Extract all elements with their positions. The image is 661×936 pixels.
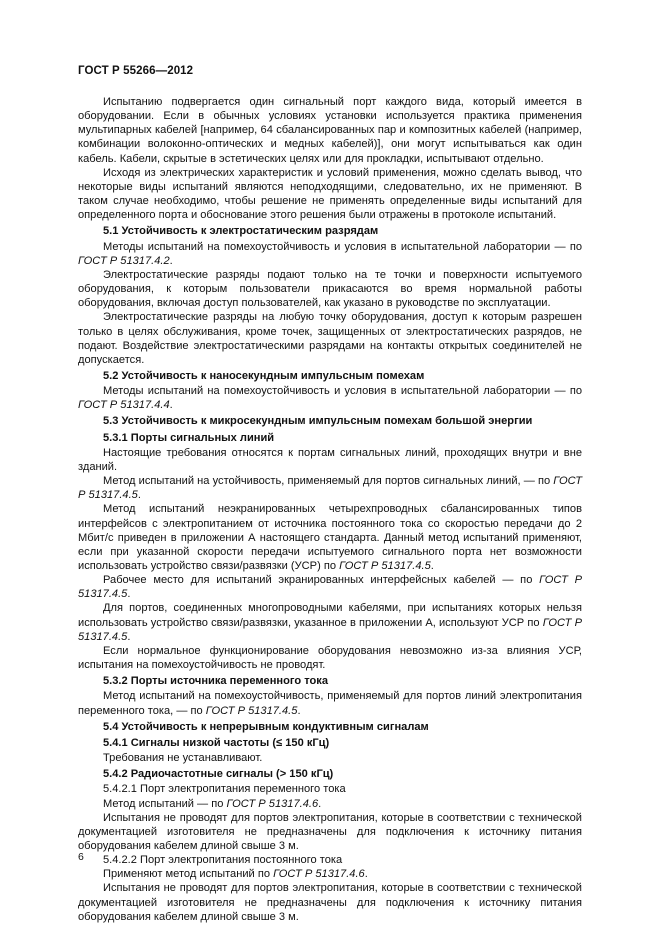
page-number: 6 (78, 851, 84, 863)
paragraph (78, 853, 582, 867)
paragraph-text: 5.4.2 Радиочастотные сигналы (> 150 кГц) (103, 768, 334, 781)
paragraph (78, 474, 582, 502)
paragraph (78, 502, 582, 573)
section-heading (78, 674, 582, 688)
standard-reference: ГОСТ Р 51317.4.6 (273, 868, 365, 881)
paragraph-text: Метод испытаний неэкранированных четырехпроводных сбалансированных типов интерфейсов с электропитанием от источника постоянного тока со скоростью передачи до 2 Мбит/с приведен в приложении А настоящего стандарта. Данный метод испытаний применяют, если при указанной скорости передачи испытуемого сигнального порта нет возможности использовать устройство связи/развязки (УСР) по (78, 503, 582, 572)
paragraph-text: 5.3.1 Порты сигнальных линий (103, 431, 275, 444)
standard-reference: ГОСТ Р 51317.4.5 (205, 704, 298, 717)
paragraph-text: 5.3.2 Порты источника переменного тока (103, 675, 329, 688)
paragraph-text: Метод испытаний на устойчивость, применяемый для портов сигнальных линий, — по (103, 475, 554, 488)
paragraph-text: 5.4.2.1 Порт электропитания переменного тока (103, 783, 346, 796)
standard-reference: ГОСТ Р 51317.4.5 (339, 560, 431, 572)
standard-reference: ГОСТ Р 51317.4.4 (78, 399, 170, 412)
paragraph-suffix: . (137, 489, 141, 502)
paragraph-text: Метод испытаний на помехоустойчивость, применяемый для портов линий электропитания переменного тока, — по (78, 690, 582, 717)
paragraph (78, 689, 582, 717)
paragraph-text: Методы испытаний на помехоустойчивость и условия в испытательной лаборатории — по (103, 240, 582, 253)
paragraph (78, 446, 582, 474)
paragraph (78, 310, 582, 367)
paragraph (78, 867, 582, 881)
paragraph-suffix: . (318, 797, 322, 810)
paragraph-suffix: . (169, 399, 173, 412)
paragraph (78, 268, 582, 310)
paragraph-suffix: . (169, 254, 173, 267)
paragraph (78, 95, 582, 166)
paragraph (78, 644, 582, 672)
paragraph-suffix: . (127, 588, 131, 601)
paragraph-text: Испытания не проводят для портов электропитания, которые в соответствии с технической документацией изготовителя не предназначены для подключения к источнику питания оборудования кабелем длиной свыше 3 м. (78, 882, 582, 923)
paragraph (78, 384, 582, 412)
paragraph-text: Электростатические разряды подают только на те точки и поверхности испытуемого оборудования, к которым пользователи прикасаются во время нормальной работы оборудования, включая доступ пользователей, как указано в руководстве по эксплуатации. (78, 268, 582, 310)
paragraph (78, 797, 582, 811)
section-heading (78, 224, 582, 238)
paragraph-text: 5.2 Устойчивость к наносекундным импульсным помехам (103, 369, 425, 382)
paragraph (78, 573, 582, 601)
section-heading (78, 767, 582, 781)
standard-reference: ГОСТ Р 51317.4.5 (78, 475, 582, 502)
paragraph-text: 5.1 Устойчивость к электростатическим разрядам (103, 225, 379, 238)
standard-reference: ГОСТ Р 51317.4.5 (78, 574, 582, 601)
paragraph-text: Настоящие требования относятся к портам сигнальных линий, проходящих внутри и вне зданий. (78, 446, 582, 473)
document-body (78, 95, 582, 924)
paragraph-suffix: . (127, 630, 131, 643)
standard-reference: ГОСТ Р 51317.4.2 (78, 254, 170, 267)
section-heading (78, 736, 582, 750)
standard-reference: ГОСТ Р 51317.4.6 (226, 797, 319, 810)
paragraph-suffix: . (297, 704, 301, 717)
section-heading (78, 720, 582, 734)
standard-reference: ГОСТ Р 51317.4.5 (78, 616, 582, 643)
paragraph-text: Электростатические разряды на любую точку оборудования, доступ к которым разрешен только в целях обслуживания, кроме точек, защищенных от электростатических разрядов, не подают. Воздействие электростатическими разрядами на контакты открытых соединителей не допускается. (78, 311, 582, 366)
section-heading (78, 414, 582, 428)
paragraph-text: Рабочее место для испытаний экранированных интерфейсных кабелей — по (103, 574, 540, 587)
paragraph-text: Испытанию подвергается один сигнальный порт каждого вида, который имеется в оборудовании. Если в обычных условиях установки используется практика применения мультипарных кабелей [например, 64 сбалансированных пар и композитных кабелей (например, комбинации волоконно-оптических и медных кабелей)], они могут испытываться как один кабель. Кабели, скрытые в эстетических целях или для прокладки, испытывают отдельно. (78, 96, 582, 165)
paragraph-text: 5.4.1 Сигналы низкой частоты (≤ 150 кГц) (103, 736, 330, 749)
paragraph-text: Испытания не проводят для портов электропитания, которые в соответствии с технической документацией изготовителя не предназначены для подключения к источнику питания оборудования кабелем длиной свыше 3 м. (78, 811, 582, 852)
paragraph (78, 782, 582, 796)
paragraph-text: Для портов, соединенных многопроводными кабелями, при испытаниях которых нельзя использовать устройство связи/развязки, указанное в приложении А, используют УСР по (78, 602, 582, 629)
paragraph-suffix: . (430, 560, 434, 572)
paragraph-suffix: . (364, 868, 368, 881)
paragraph (78, 240, 582, 268)
paragraph-text: 5.3 Устойчивость к микросекундным импульсным помехам большой энергии (103, 415, 533, 428)
paragraph-text: 5.4.2.2 Порт электропитания постоянного тока (103, 854, 343, 867)
paragraph (78, 166, 582, 223)
page-header: ГОСТ Р 55266—2012 (78, 65, 194, 77)
paragraph-text: Метод испытаний — по (103, 797, 227, 810)
paragraph (78, 881, 582, 923)
paragraph (78, 751, 582, 765)
paragraph (78, 811, 582, 853)
section-heading (78, 369, 582, 383)
paragraph-text: Требования не устанавливают. (103, 752, 263, 765)
section-heading (78, 431, 582, 445)
paragraph-text: 5.4 Устойчивость к непрерывным кондуктивным сигналам (103, 720, 429, 733)
paragraph-text: Методы испытаний на помехоустойчивость и условия в испытательной лаборатории — по (103, 385, 582, 398)
paragraph-text: Применяют метод испытаний по (103, 868, 274, 881)
paragraph-text: Если нормальное функционирование оборудования невозможно из-за влияния УСР, испытания на помехоустойчивость не проводят. (78, 644, 582, 672)
paragraph-text: Исходя из электрических характеристик и условий применения, можно сделать вывод, что некоторые виды испытаний являются неподходящими, следовательно, их не применяют. В таком случае необходимо, чтобы решение не применять определенные виды испытаний для определенного порта и обоснование этого решения были отражены в протоколе испытаний. (78, 166, 582, 222)
paragraph (78, 601, 582, 643)
